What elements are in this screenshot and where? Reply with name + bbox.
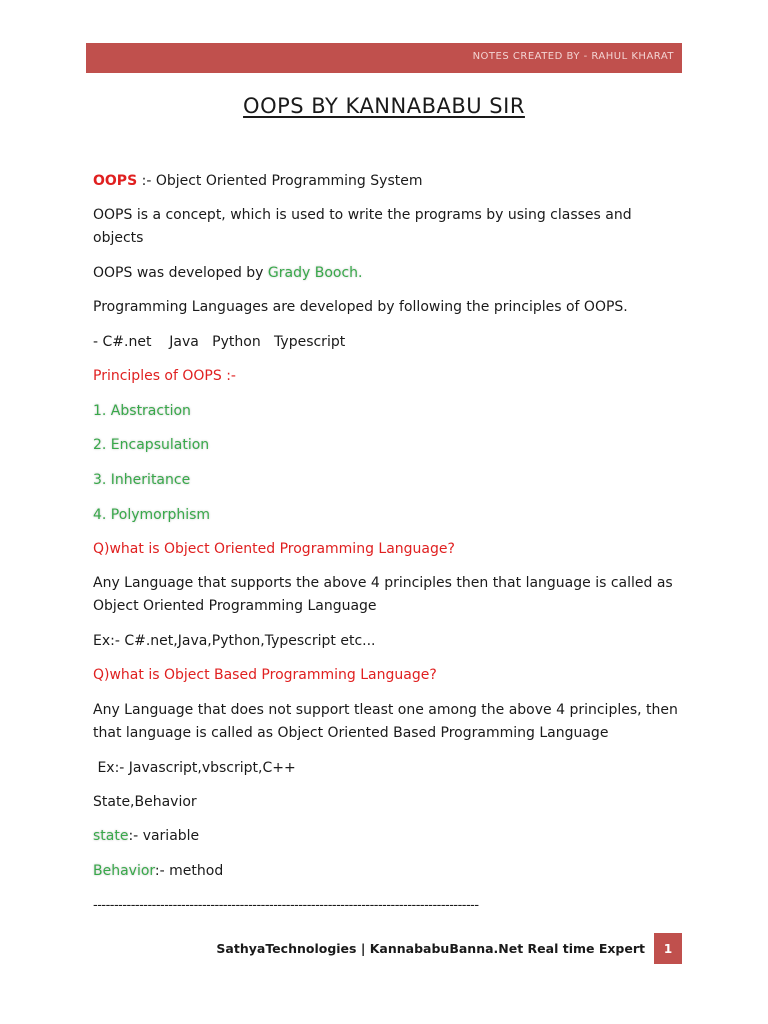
state-def: :- variable [128, 828, 200, 844]
answer-obp: Any Language that does not support tleast one among the above 4 principles, then that language is called as Object Oriented Based Programming Language [93, 702, 678, 741]
behavior-def: :- method [154, 863, 224, 879]
page-title: OOPS BY KANNABABU SIR [243, 94, 525, 118]
oops-definition [93, 170, 683, 193]
behavior-term: Behavior [93, 863, 155, 879]
header-band [86, 43, 682, 73]
languages-sentence: Programming Languages are developed by following the principles of OOPS. [93, 299, 628, 315]
developed-line [93, 262, 683, 285]
header-text: NOTES CREATED BY - RAHUL KHARAT [472, 51, 674, 62]
footer-text: SathyaTechnologies | KannababuBanna.Net Real time Expert [216, 941, 645, 956]
principle-item: 3. Inheritance [93, 472, 191, 488]
state-line [93, 825, 683, 848]
page-number: 1 [654, 933, 682, 964]
languages-list: - C#.net Java Python Typescript [93, 334, 346, 350]
oops-term: OOPS [93, 173, 138, 189]
principles-heading: Principles of OOPS :- [93, 368, 236, 384]
principle-item: 4. Polymorphism [93, 507, 211, 523]
question-oop: Q)what is Object Oriented Programming Language? [93, 541, 455, 557]
concept-paragraph: OOPS is a concept, which is used to write the programs by using classes and objects [93, 207, 632, 246]
principle-item: 1. Abstraction [93, 403, 191, 419]
oops-def: :- Object Oriented Programming System [137, 173, 423, 189]
developed-prefix: OOPS was developed by [93, 265, 268, 281]
example-obp: Ex:- Javascript,vbscript,C++ [93, 760, 296, 776]
answer-oop: Any Language that supports the above 4 principles then that language is called as Object Oriented Programming Language [93, 575, 673, 614]
developer-name: Grady Booch. [267, 265, 363, 281]
question-obp: Q)what is Object Based Programming Language? [93, 667, 437, 683]
state-term: state [93, 828, 129, 844]
example-oop: Ex:- C#.net,Java,Python,Typescript etc... [93, 633, 376, 649]
separator-line: -------------------------------------------------------------------------------------------- [93, 898, 479, 913]
behavior-line [93, 860, 683, 883]
principle-item: 2. Encapsulation [93, 437, 210, 453]
state-behavior: State,Behavior [93, 794, 197, 810]
